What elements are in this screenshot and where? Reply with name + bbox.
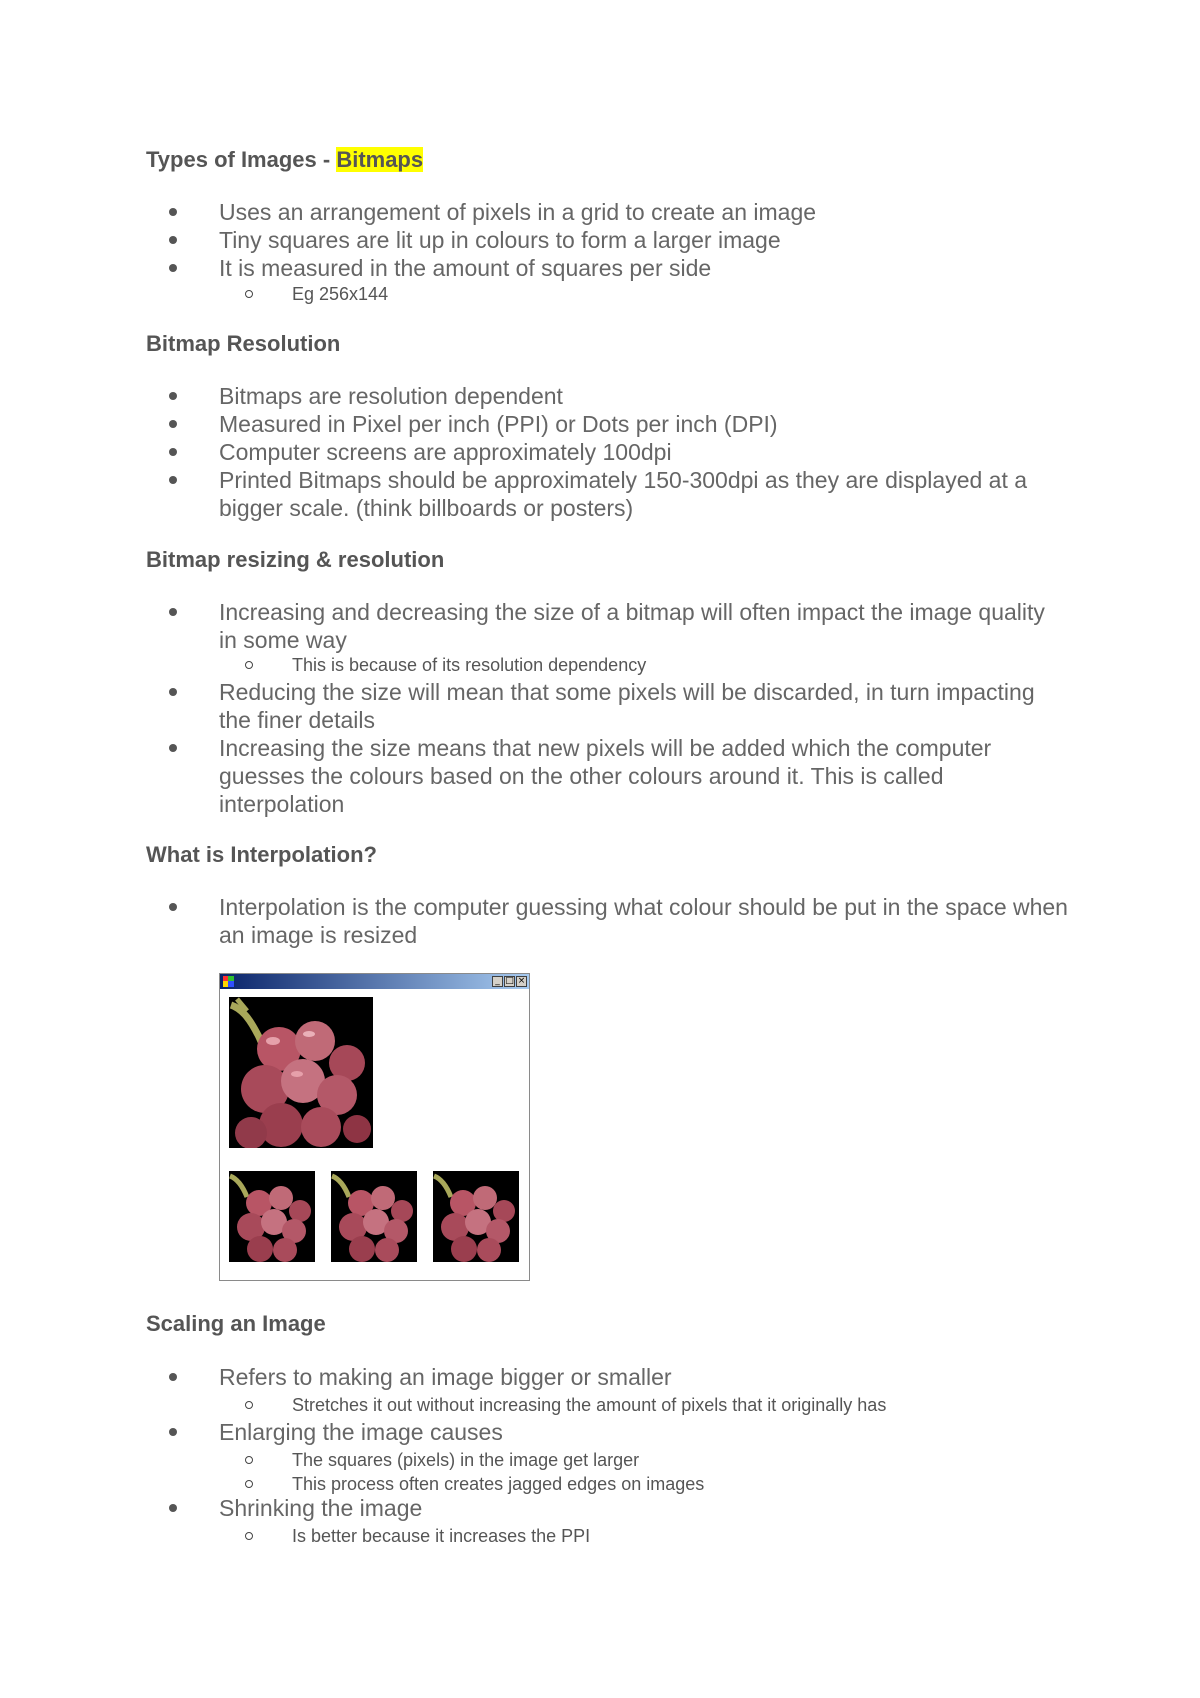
- list-item: Refers to making an image bigger or smaller: [219, 1363, 1069, 1391]
- list-item: Bitmaps are resolution dependent: [219, 382, 1069, 410]
- close-button[interactable]: ×: [517, 976, 526, 986]
- maximize-button[interactable]: □: [505, 976, 514, 986]
- list-item: It is measured in the amount of squares per side: [219, 254, 1069, 282]
- heading-scaling-an-image: Scaling an Image: [146, 1311, 326, 1336]
- grapes-image-small-3: [433, 1171, 519, 1262]
- sub-list-item: Is better because it increases the PPI: [292, 1524, 1052, 1548]
- heading-types-of-images: [146, 147, 423, 173]
- sub-list-item: Stretches it out without increasing the amount of pixels that it originally has: [292, 1393, 1052, 1417]
- list-item: Tiny squares are lit up in colours to form a larger image: [219, 226, 1069, 254]
- list-item: Reducing the size will mean that some pixels will be discarded, in turn impacting the finer details: [219, 678, 1069, 734]
- window-titlebar: [220, 974, 529, 989]
- list-item: Increasing and decreasing the size of a bitmap will often impact the image quality in some way: [219, 598, 1069, 654]
- heading-prefix: Types of Images -: [146, 147, 337, 172]
- interpolation-figure-window: [219, 973, 530, 1281]
- list-item: Printed Bitmaps should be approximately 150-300dpi as they are displayed at a bigger scale. (think billboards or posters): [219, 466, 1069, 522]
- list-item: Measured in Pixel per inch (PPI) or Dots per inch (DPI): [219, 410, 1069, 438]
- list-item: Increasing the size means that new pixels will be added which the computer guesses the colours based on the other colours around it. This is called interpolation: [219, 734, 1069, 818]
- list-item: Computer screens are approximately 100dpi: [219, 438, 1069, 466]
- sub-list-item: This process often creates jagged edges on images: [292, 1472, 1052, 1496]
- grapes-image-small-1: [229, 1171, 315, 1262]
- sub-list-item: The squares (pixels) in the image get larger: [292, 1448, 1052, 1472]
- heading-what-is-interpolation: What is Interpolation?: [146, 842, 377, 867]
- app-icon: [223, 976, 234, 987]
- grapes-image-large: [229, 997, 373, 1148]
- minimize-button[interactable]: _: [492, 976, 503, 987]
- heading-bitmap-resizing: Bitmap resizing & resolution: [146, 547, 445, 572]
- list-item: Enlarging the image causes: [219, 1418, 1069, 1446]
- heading-bitmap-resolution: Bitmap Resolution: [146, 331, 341, 356]
- list-item: Shrinking the image: [219, 1494, 1069, 1522]
- list-item: Uses an arrangement of pixels in a grid to create an image: [219, 198, 1069, 226]
- window-controls: [492, 976, 527, 987]
- grapes-image-small-2: [331, 1171, 417, 1262]
- sub-list-item: Eg 256x144: [292, 282, 1052, 306]
- highlighted-word: Bitmaps: [336, 147, 424, 172]
- sub-list-item: This is because of its resolution dependency: [292, 653, 1052, 677]
- list-item: Interpolation is the computer guessing what colour should be put in the space when an image is resized: [219, 894, 1068, 948]
